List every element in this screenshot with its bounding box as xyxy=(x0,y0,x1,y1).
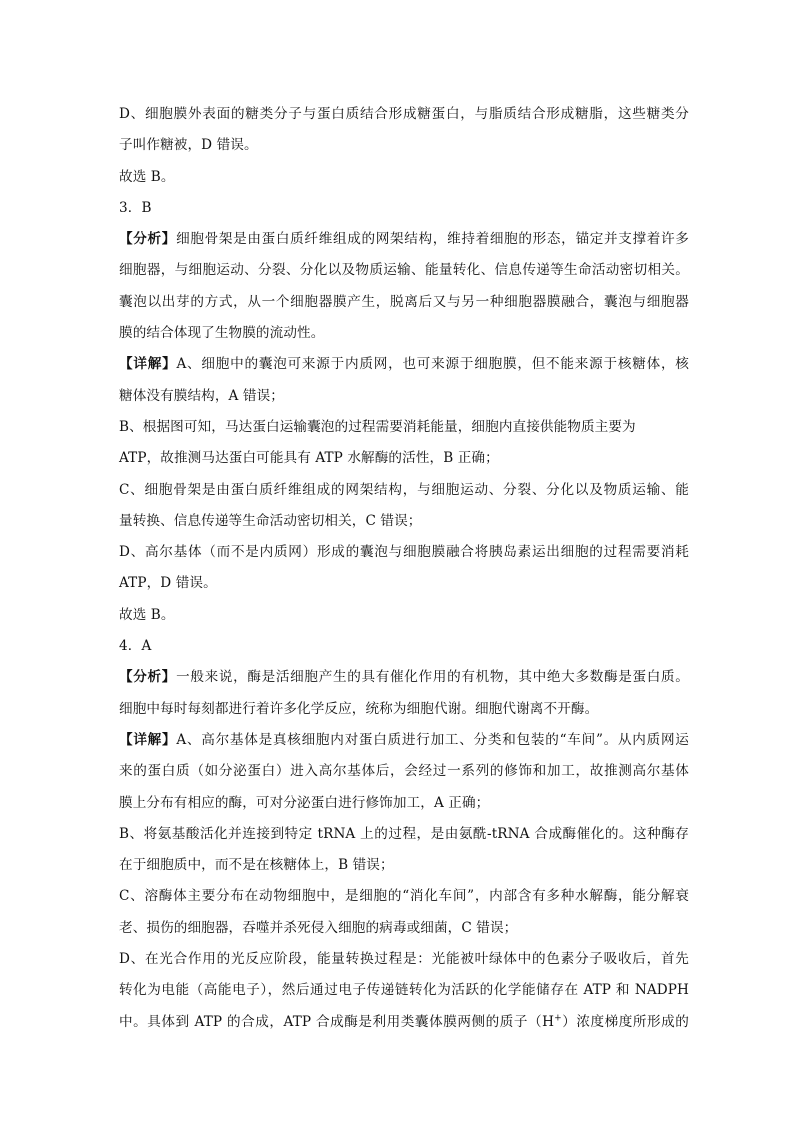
text-line: 膜的结合体现了生物膜的流动性。 xyxy=(119,325,325,342)
text-line: 来的蛋白质（如分泌蛋白）进入高尔基体后，会经过一系列的修饰和加工，故推测高尔基体 xyxy=(119,763,689,780)
detail-tag: 【详解】 xyxy=(119,356,177,373)
text-line: ATP，D 错误。 xyxy=(119,575,217,592)
text-line: 囊泡以出芽的方式，从一个细胞器膜产生，脱离后又与另一种细胞器膜融合，囊泡与细胞器 xyxy=(119,293,689,310)
text-line: D、高尔基体（而不是内质网）形成的囊泡与细胞膜融合将胰岛素运出细胞的过程需要消耗 xyxy=(119,544,689,561)
analysis-line: 【分析】一般来说，酶是活细胞产生的具有催化作用的有机物，其中绝大多数酶是蛋白质。 xyxy=(119,669,689,686)
detail-tag: 【详解】 xyxy=(119,731,177,748)
text-line: 在于细胞质中，而不是在核糖体上，B 错误； xyxy=(119,857,394,874)
text-line: ATP，故推测马达蛋白可能具有 ATP 水解酶的活性，B 正确； xyxy=(119,450,499,467)
detail-line: 【详解】A、细胞中的囊泡可来源于内质网，也可来源于细胞膜，但不能来源于核糖体，核 xyxy=(119,356,689,373)
text-line: 膜上分布有相应的酶，可对分泌蛋白进行修饰加工，A 正确； xyxy=(119,794,490,811)
text-line: 细胞器，与细胞运动、分裂、分化以及物质运输、能量转化、信息传递等生命活动密切相关。 xyxy=(119,262,689,279)
superscript-plus: + xyxy=(554,1013,562,1024)
text-line: D、细胞膜外表面的糖类分子与蛋白质结合形成糖蛋白，与脂质结合形成糖脂，这些糖类分 xyxy=(119,106,689,122)
text-line: 糖体没有膜结构，A 错误； xyxy=(119,387,284,404)
text-line: B、根据图可知，马达蛋白运输囊泡的过程需要消耗能量，细胞内直接供能物质主要为 xyxy=(119,418,636,435)
analysis-tag: 【分析】 xyxy=(119,231,177,248)
answer-explanation-text xyxy=(119,99,689,1038)
text-line: 中。具体到 ATP 的合成，ATP 合成酶是利用类囊体膜两侧的质子（H+）浓度梯度所形成的 xyxy=(119,1013,690,1030)
text-line: C、细胞骨架是由蛋白质纤维组成的网架结构，与细胞运动、分裂、分化以及物质运输、能 xyxy=(119,481,689,498)
analysis-line: 【分析】细胞骨架是由蛋白质纤维组成的网架结构，维持着细胞的形态，锚定并支撑着许多 xyxy=(119,231,689,248)
text-line: 子叫作糖被，D 错误。 xyxy=(119,137,258,154)
question-number: 3．B xyxy=(119,199,152,216)
text-line: 老、损伤的细胞器，吞噬并杀死侵入细胞的病毒或细菌，C 错误； xyxy=(119,919,518,936)
text-line: 转化为电能（高能电子），然后通过电子传递链转化为活跃的化学能储存在 ATP 和 NADPH xyxy=(119,982,689,999)
text-line: 量转换、信息传递等生命活动密切相关，C 错误； xyxy=(119,512,422,529)
text-line: B、将氨基酸活化并连接到特定 tRNA 上的过程，是由氨酰-tRNA 合成酶催化的。这种酶存 xyxy=(119,825,689,842)
answer-choice-line: 故选 B。 xyxy=(119,168,175,185)
question-number: 4．A xyxy=(119,638,152,655)
text-line: D、在光合作用的光反应阶段，能量转换过程是：光能被叶绿体中的色素分子吸收后，首先 xyxy=(119,951,689,968)
answer-choice-line: 故选 B。 xyxy=(119,606,175,623)
analysis-tag: 【分析】 xyxy=(119,669,177,686)
detail-line: 【详解】A、高尔基体是真核细胞内对蛋白质进行加工、分类和包装的“车间”。从内质网运 xyxy=(119,731,689,748)
text-line: C、溶酶体主要分布在动物细胞中，是细胞的“消化车间”，内部含有多种水解酶，能分解衰 xyxy=(119,888,689,905)
text-line: 细胞中每时每刻都进行着许多化学反应，统称为细胞代谢。细胞代谢离不开酶。 xyxy=(119,700,599,717)
